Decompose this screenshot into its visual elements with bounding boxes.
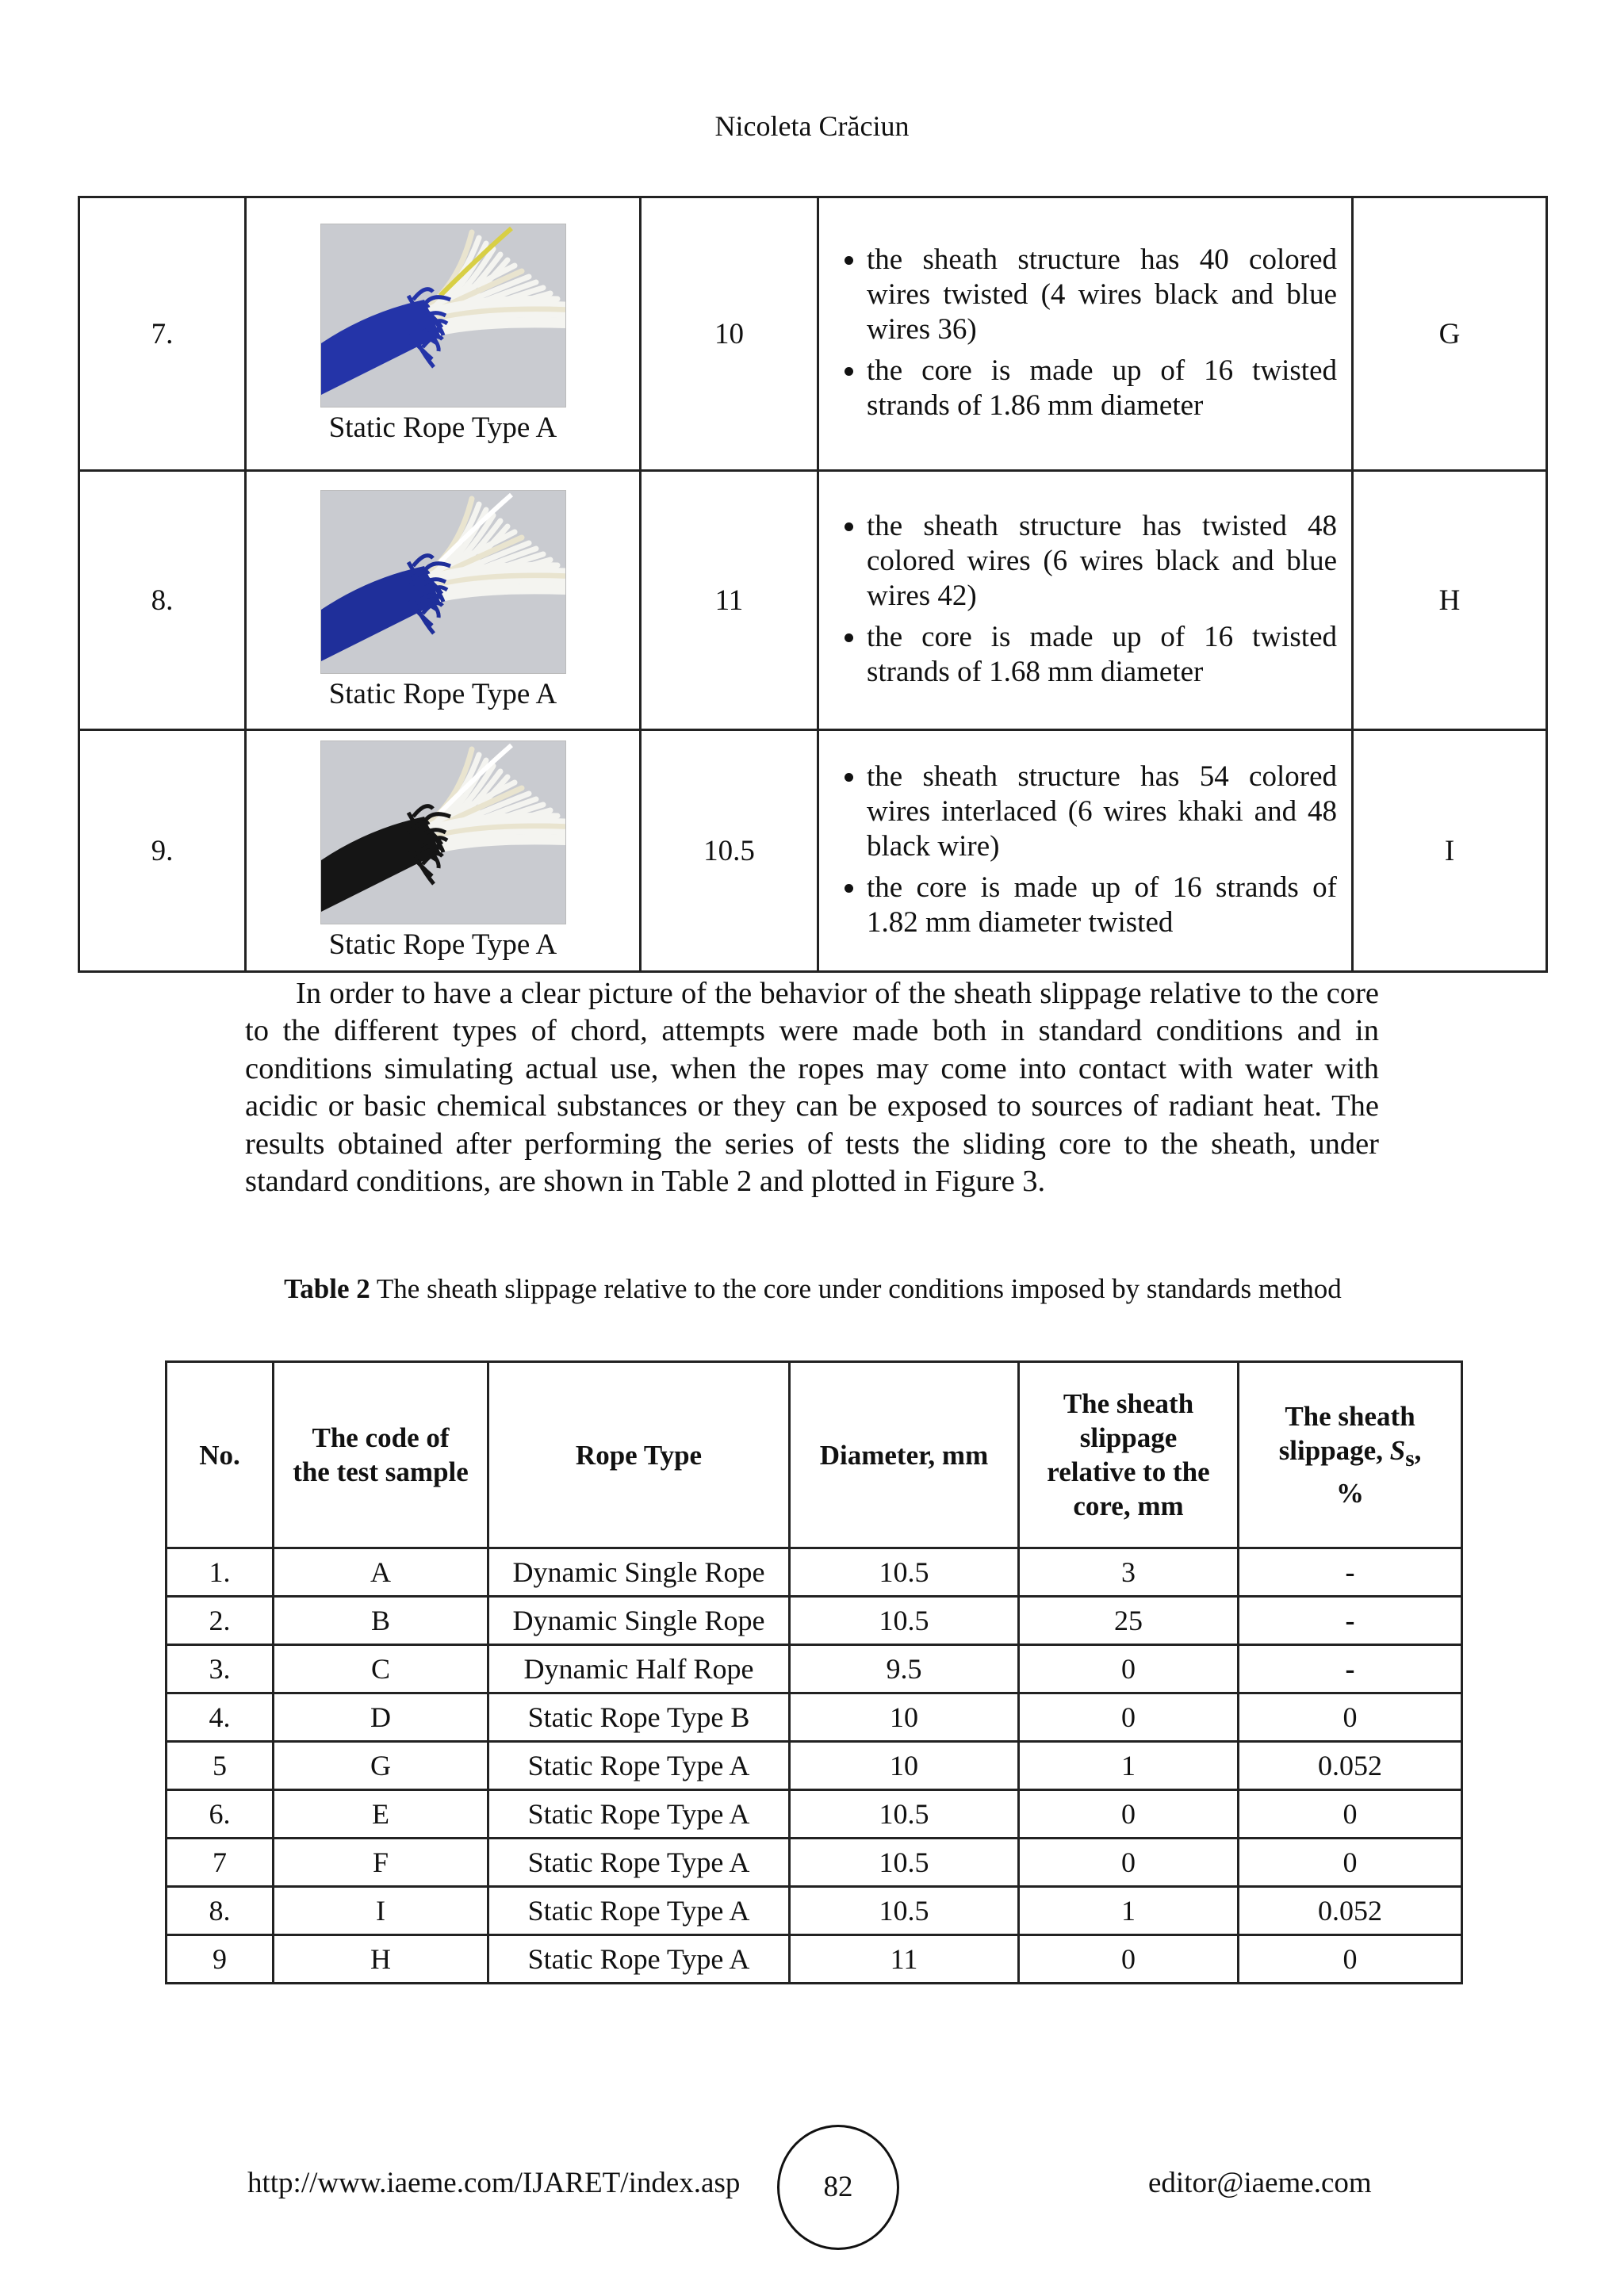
description-bullet: • the core is made up of 16 strands of 1.82 mm diameter twisted — [867, 871, 1337, 940]
cell-code: D — [274, 1693, 488, 1742]
header-symbol: S — [1389, 1435, 1406, 1466]
cell-type: Static Rope Type A — [488, 1839, 790, 1887]
cell-slippage-pct: 0.052 — [1239, 1887, 1462, 1935]
cell-diameter: 10.5 — [790, 1597, 1019, 1645]
table-row — [79, 197, 1547, 471]
cell-slippage-mm: 1 — [1019, 1742, 1239, 1790]
photo-caption: Static Rope Type A — [328, 411, 557, 444]
cell-code: I — [274, 1887, 488, 1935]
cell-diameter: 10 — [790, 1742, 1019, 1790]
table-row — [167, 1935, 1462, 1984]
column-header: The sheath slippage relative to the core, mm — [1019, 1362, 1239, 1548]
table-row — [79, 730, 1547, 972]
cell-slippage-pct: 0 — [1239, 1839, 1462, 1887]
cell-slippage-pct: - — [1239, 1645, 1462, 1693]
cell-diameter: 10.5 — [790, 1839, 1019, 1887]
header-text: The sheath slippage, — [1278, 1401, 1415, 1466]
cell-type: Dynamic Single Rope — [488, 1597, 790, 1645]
rope-diameter: 10.5 — [641, 730, 818, 972]
cell-diameter: 10.5 — [790, 1548, 1019, 1597]
table-caption — [262, 1272, 1364, 1307]
cell-type: Static Rope Type A — [488, 1887, 790, 1935]
cell-diameter: 10.5 — [790, 1790, 1019, 1839]
page-number: 82 — [777, 2125, 899, 2250]
cell-type: Static Rope Type A — [488, 1790, 790, 1839]
cell-slippage-pct: - — [1239, 1597, 1462, 1645]
sample-code: G — [1353, 197, 1547, 471]
header-unit: % — [1336, 1478, 1364, 1509]
cell-no: 3. — [167, 1645, 274, 1693]
sheath-slippage-table — [165, 1360, 1463, 1984]
table-row — [167, 1790, 1462, 1839]
cell-code: A — [274, 1548, 488, 1597]
cell-slippage-mm: 0 — [1019, 1839, 1239, 1887]
table-row — [167, 1645, 1462, 1693]
description-bullet: • the core is made up of 16 twisted strands of 1.68 mm diameter — [867, 620, 1337, 690]
cell-code: C — [274, 1645, 488, 1693]
description-bullet: • the sheath structure has 40 colored wires twisted (4 wires black and blue wires 36) — [867, 243, 1337, 347]
cell-slippage-pct: - — [1239, 1548, 1462, 1597]
cell-no: 5 — [167, 1742, 274, 1790]
cell-slippage-pct: 0.052 — [1239, 1742, 1462, 1790]
rope-photo — [320, 740, 566, 924]
cell-slippage-pct: 0 — [1239, 1935, 1462, 1984]
rope-description — [818, 730, 1353, 972]
table-row — [167, 1839, 1462, 1887]
rope-photo-cell — [246, 730, 641, 972]
sample-code: H — [1353, 471, 1547, 730]
table-row — [167, 1742, 1462, 1790]
photo-caption: Static Rope Type A — [328, 677, 557, 710]
table-row — [167, 1548, 1462, 1597]
column-header: Diameter, mm — [790, 1362, 1019, 1548]
table-row — [167, 1693, 1462, 1742]
cell-type: Static Rope Type A — [488, 1935, 790, 1984]
cell-no: 1. — [167, 1548, 274, 1597]
cell-diameter: 11 — [790, 1935, 1019, 1984]
page-footer — [0, 2125, 1624, 2252]
column-header: No. — [167, 1362, 274, 1548]
cell-slippage-pct: 0 — [1239, 1693, 1462, 1742]
table-row — [167, 1887, 1462, 1935]
cell-slippage-mm: 0 — [1019, 1935, 1239, 1984]
editor-email-link[interactable]: editor@iaeme.com — [1148, 2167, 1372, 2199]
cell-code: G — [274, 1742, 488, 1790]
rope-photo — [320, 224, 566, 408]
row-number: 9. — [79, 730, 246, 972]
row-number: 7. — [79, 197, 246, 471]
rope-photo-cell — [246, 197, 641, 471]
cell-diameter: 10 — [790, 1693, 1019, 1742]
table-header-row — [167, 1362, 1462, 1548]
rope-description — [818, 197, 1353, 471]
cell-code: E — [274, 1790, 488, 1839]
body-paragraph-text: In order to have a clear picture of the behavior of the sheath slippage relative to the core to the different types of chord, attempts were made both in standard conditions and in conditions simulating actual use, when the ropes may come into contact with water with acidic or basic chemical substances or they can be exposed to sources of radiant heat. The results obtained after performing the series of tests the sliding core to the sheath, under standard conditions, are shown in Table 2 and plotted in Figure 3. — [245, 977, 1379, 1199]
table-row — [167, 1597, 1462, 1645]
cell-slippage-mm: 25 — [1019, 1597, 1239, 1645]
cell-type: Dynamic Single Rope — [488, 1548, 790, 1597]
cell-code: F — [274, 1839, 488, 1887]
column-header: Rope Type — [488, 1362, 790, 1548]
cell-no: 9 — [167, 1935, 274, 1984]
header-comma: , — [1414, 1435, 1422, 1466]
rope-photo-cell — [246, 471, 641, 730]
sample-code: I — [1353, 730, 1547, 972]
cell-type: Static Rope Type A — [488, 1742, 790, 1790]
cell-diameter: 9.5 — [790, 1645, 1019, 1693]
rope-samples-table — [78, 196, 1548, 973]
cell-slippage-pct: 0 — [1239, 1790, 1462, 1839]
cell-code: B — [274, 1597, 488, 1645]
description-bullet: • the core is made up of 16 twisted strands of 1.86 mm diameter — [867, 354, 1337, 423]
running-header: Nicoleta Crăciun — [714, 110, 910, 142]
rope-photo — [320, 490, 566, 674]
description-bullet: • the sheath structure has 54 colored wires interlaced (6 wires khaki and 48 black wire) — [867, 760, 1337, 864]
rope-description — [818, 471, 1353, 730]
cell-type: Dynamic Half Rope — [488, 1645, 790, 1693]
cell-no: 8. — [167, 1887, 274, 1935]
cell-diameter: 10.5 — [790, 1887, 1019, 1935]
cell-type: Static Rope Type B — [488, 1693, 790, 1742]
description-bullet: • the sheath structure has twisted 48 colored wires (6 wires black and blue wires 42) — [867, 509, 1337, 614]
cell-no: 2. — [167, 1597, 274, 1645]
header-subscript: s — [1405, 1446, 1415, 1471]
cell-slippage-mm: 3 — [1019, 1548, 1239, 1597]
body-paragraph — [245, 975, 1379, 1200]
table-row — [79, 471, 1547, 730]
journal-url-link[interactable]: http://www.iaeme.com/IJARET/index.asp — [247, 2167, 741, 2199]
row-number: 8. — [79, 471, 246, 730]
column-header — [1239, 1362, 1462, 1548]
cell-code: H — [274, 1935, 488, 1984]
cell-slippage-mm: 1 — [1019, 1887, 1239, 1935]
cell-no: 6. — [167, 1790, 274, 1839]
cell-slippage-mm: 0 — [1019, 1790, 1239, 1839]
cell-no: 7 — [167, 1839, 274, 1887]
table-caption-label: Table 2 — [284, 1273, 370, 1304]
rope-diameter: 11 — [641, 471, 818, 730]
cell-slippage-mm: 0 — [1019, 1693, 1239, 1742]
cell-no: 4. — [167, 1693, 274, 1742]
column-header: The code of the test sample — [274, 1362, 488, 1548]
rope-diameter: 10 — [641, 197, 818, 471]
photo-caption: Static Rope Type A — [328, 928, 557, 961]
table-caption-text: The sheath slippage relative to the core under conditions imposed by standards method — [376, 1273, 1342, 1304]
cell-slippage-mm: 0 — [1019, 1645, 1239, 1693]
